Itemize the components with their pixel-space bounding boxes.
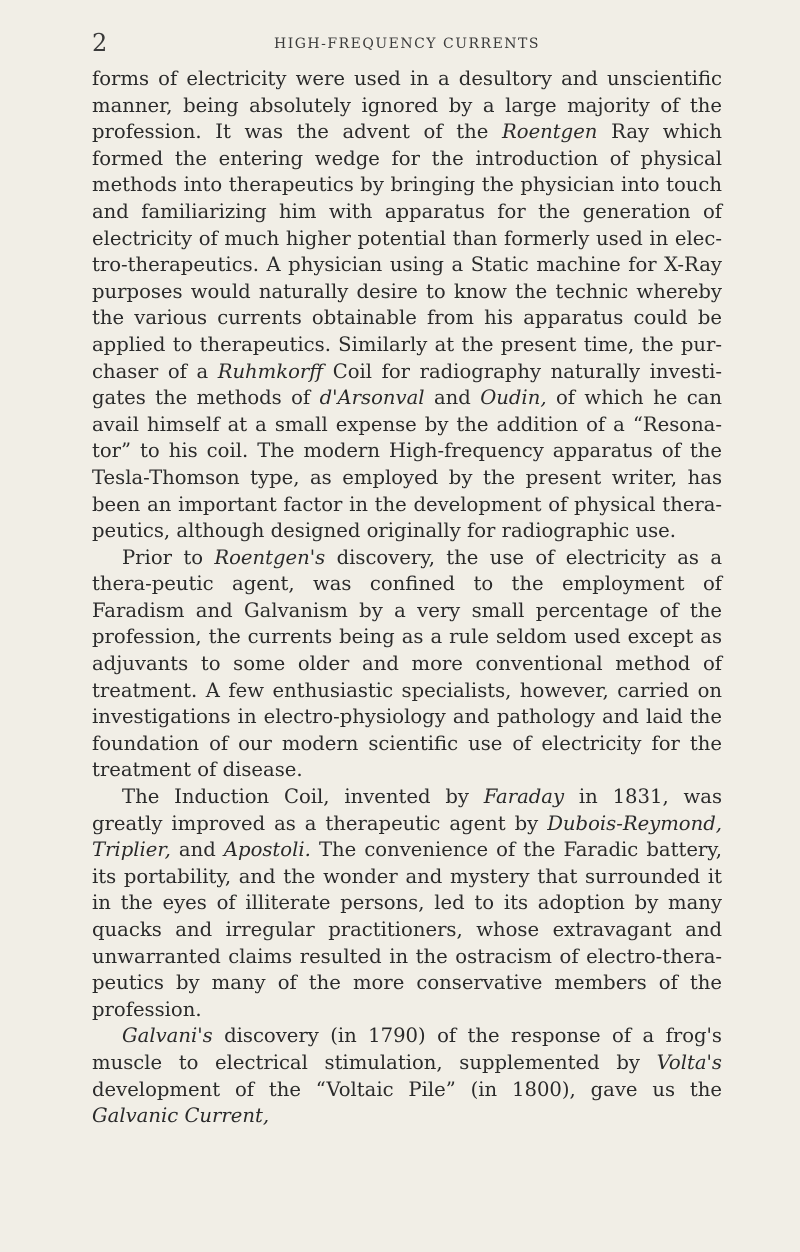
text-run: in 1831, was greatly improved as a therapeutic agent by [92,785,722,835]
italic-text: Dubois-Reymond, Triplier, [92,811,722,862]
text-run: The Induction Coil, invented by [122,785,484,809]
text-run: discovery, the use of electricity as a thera-peutic agent, was confined to the employment of Faradism and Galvanism by a very small percentage of the profession, the currents being as a rule seldom used except as adjuvants to some older and more conventional method of treatment. A few enthusiastic specialists, however, carried on investigations in electro-physiology and pathology and laid the foundation of our modern scientific use of electricity for the treatment of disease. [92,545,723,782]
paragraph [92,545,722,784]
text-run: discovery (in 1790) of the response of a frog's muscle to electrical stimulation, supplemented by [92,1024,722,1074]
paragraph [92,1023,722,1129]
italic-text: Galvani's [122,1024,213,1048]
paragraph [92,66,722,545]
italic-text: Apostoli. [223,838,311,862]
running-title: HIGH-FREQUENCY CURRENTS [274,36,540,52]
text-run: Ray which formed the entering wedge for the introduction of physical methods into therapeutics by bringing the physician into touch and familiarizing him with apparatus for the generation of electricity of much higher potential than formerly used in elec-tro-therapeutics. A physician using a Static machine for X-Ray purposes would naturally desire to know the technic whereby the various currents obtainable from his apparatus could be applied to therapeutics. Similarly at the present time, the pur-chaser of a [92,120,722,383]
text-run: The convenience of the Faradic battery, its portability, and the wonder and mystery that surrounded it in the eyes of illiterate persons, led to its adoption by many quacks and irregular practitioners, whose extravagant and unwarranted claims resulted in the ostracism of electro-thera-peutics by many of the more conservative members of the profession. [92,838,722,1021]
paragraph [92,784,722,1023]
italic-text: Oudin, [480,386,547,410]
italic-text: Volta's [656,1050,722,1074]
text-run: of which he can avail himself at a small expense by the addition of a “Resona-tor” to his coil. The modern High-frequency apparatus of the Tesla-Thomson type, as employed by the present writer, has been an important factor in the development of physical thera-peutics, although designed originally for radiographic use. [92,386,722,543]
body-text [92,66,722,1130]
running-head [92,28,722,58]
italic-text: Roentgen's [214,545,326,569]
italic-text: Galvanic Current, [92,1104,270,1128]
text-run: and [170,838,224,862]
page-number: 2 [92,29,108,57]
text-run: forms of electricity were used in a desultory and unscientific manner, being absolutely ignored by a large majority of the profession. It was the advent of the [92,67,722,144]
italic-text: Roentgen [502,120,598,144]
text-run: Prior to [122,545,215,569]
text-run: and [424,386,481,410]
italic-text: Faraday [483,785,565,809]
text-run: development of the “Voltaic Pile” (in 1800), gave us the [92,1077,722,1101]
text-run: Coil for radiography naturally investi-gates the methods of [92,359,722,410]
italic-text: Ruhmkorff [217,359,324,383]
italic-text: d'Arsonval [319,386,425,410]
